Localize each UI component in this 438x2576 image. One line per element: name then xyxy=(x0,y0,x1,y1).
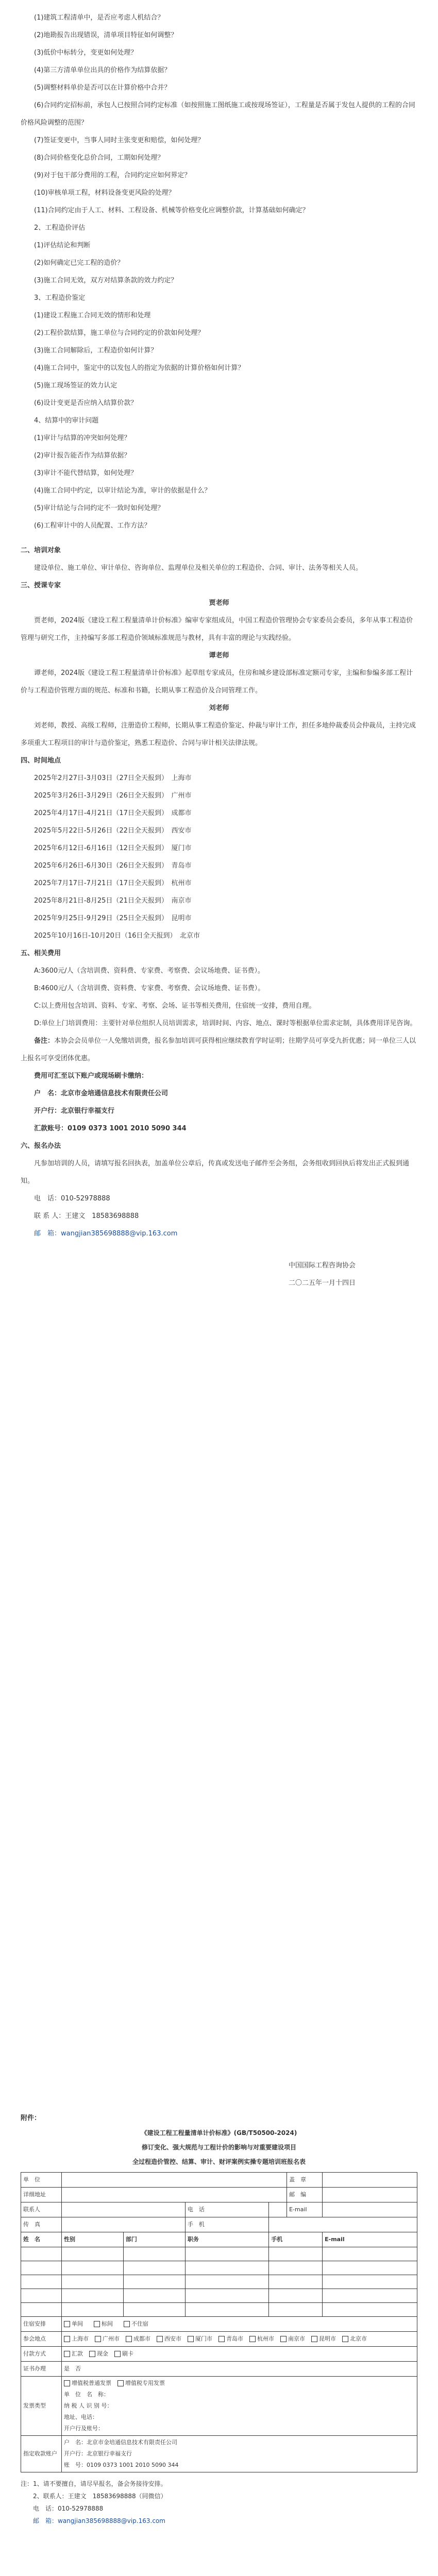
expert-bio: 贾老师，2024版《建设工程工程量清单计价标准》编审专家组成员，中国工程造价管理协会专家委员会委员，多年从事工程造价管理与研究工作，主持编写多部工程造价领域标准规范与教材，具有丰富的理论与实践经验。 xyxy=(21,617,413,642)
fee-item: B:4600元/人（含培训费、资料费、专家费、考察费、会议场地费、证书费）。 xyxy=(34,985,265,992)
question-item: (1)建筑工程清单中，是否应考虑人机结合？ xyxy=(34,14,164,22)
option-label: 北京市 xyxy=(350,2335,367,2342)
question-item: (1)评估结论和判断 xyxy=(34,242,91,249)
invoice-block xyxy=(62,2377,417,2436)
label-seal: 盖 章 xyxy=(287,2173,323,2188)
invoice-type-options xyxy=(64,2378,415,2389)
question-item: (4)第三方清单单位出具的价格作为结算依据？ xyxy=(34,66,171,74)
section-training-target-text: 建设单位、施工单位、审计单位、咨询单位、监理单位及相关单位的工程造价、合同、审计、法务等相关人员。 xyxy=(34,564,363,572)
question-item: 2、工程造价评估 xyxy=(34,224,86,232)
attendee-cell[interactable] xyxy=(323,2303,417,2317)
schedule-item: 2025年4月17日-4月21日（17日全天报到） 成都市 xyxy=(34,809,192,817)
section-signup-title: 六、报名办法 xyxy=(21,1142,61,1150)
bank-intro: 费用可汇至以下账户或现场刷卡缴纳： xyxy=(34,1072,148,1080)
schedule-item: 2025年6月26日-6月30日（26日全天报到） 青岛市 xyxy=(34,862,192,870)
attendee-cell[interactable] xyxy=(185,2247,268,2261)
label-email: E-mail xyxy=(287,2202,323,2217)
footnote-line: 2、联系人：王建文 18583698888（同微信） xyxy=(33,2493,167,2500)
question-item: (2)审计报告能否作为结算依据？ xyxy=(34,452,131,460)
label-contact: 联系人 xyxy=(21,2202,62,2217)
checkbox-pay-options[interactable] xyxy=(114,2351,121,2357)
contact-tel: 电 话：010-52978888 xyxy=(34,1195,110,1202)
checkbox-room-single[interactable] xyxy=(64,2321,70,2327)
question-item: (8)合同价格变化总价合同，工期如何处理？ xyxy=(34,154,164,162)
attendee-cell[interactable] xyxy=(21,2275,62,2289)
question-item: (5)审计结论与合同约定不一致时如何处理？ xyxy=(34,504,164,512)
expert-bio: 谭老师，2024版《建设工程工程量清单计价标准》起草组专家成员，住房和城乡建设部标准定额司专家，主编和参编多部工程计价与工程造价管理方面的规范、标准和书籍，长期从事工程造价及合同管理工作。 xyxy=(21,669,413,694)
attendee-cell[interactable] xyxy=(185,2275,268,2289)
input-addr[interactable] xyxy=(62,2188,287,2202)
schedule-item: 2025年7月17日-7月21日（17日全天报到） 杭州市 xyxy=(34,879,192,887)
checkbox-invoice-options[interactable] xyxy=(117,2380,124,2386)
bank-account-number: 汇款账号：0109 0373 1001 2010 5090 344 xyxy=(34,1125,187,1132)
label-cert: 证书办理 xyxy=(21,2362,62,2377)
issuer-org: 中国国际工程咨询协会 xyxy=(288,1262,356,1269)
attendee-cell[interactable] xyxy=(269,2261,323,2275)
expert-name: 刘老师 xyxy=(209,704,229,712)
checkbox-invoice-options[interactable] xyxy=(64,2380,70,2386)
attendee-cell[interactable] xyxy=(123,2247,185,2261)
checkbox-venues[interactable] xyxy=(157,2336,163,2342)
invoice-line: 纳 税 人 识 别 号： xyxy=(64,2402,113,2409)
notice-body xyxy=(21,9,417,1292)
venue-options xyxy=(62,2332,417,2347)
option-label: 厦门市 xyxy=(195,2335,212,2342)
contact-person: 联 系 人：王建文 18583698888 xyxy=(34,1212,139,1220)
checkbox-pay-options[interactable] xyxy=(89,2351,95,2357)
schedule-item: 2025年5月22日-5月26日（22日全天报到） 西安市 xyxy=(34,827,192,835)
account-line: 开户行：北京银行幸福支行 xyxy=(64,2450,132,2457)
attendee-cell[interactable] xyxy=(62,2289,124,2303)
checkbox-room-none[interactable] xyxy=(124,2321,130,2327)
question-item: 3、工程造价鉴定 xyxy=(34,294,86,302)
contact-email[interactable]: 邮 箱：wangjian385698888@vip.163.com xyxy=(34,1230,178,1238)
attendee-cell[interactable] xyxy=(62,2247,124,2261)
question-item: (1)建设工程施工合同无效的情形和处理 xyxy=(34,312,151,319)
option-label: 青岛市 xyxy=(226,2335,243,2342)
label-mobile: 手 机 xyxy=(185,2217,268,2232)
input-tel[interactable] xyxy=(269,2202,287,2217)
question-item: (6)工程审计中的人员配置、工作方法？ xyxy=(34,522,151,530)
label-tel: 电 话 xyxy=(185,2202,268,2217)
attendee-cell[interactable] xyxy=(21,2303,62,2317)
question-item: (11)合同约定由于人工、材料、工程设备、机械等价格变化应调整价款，计算基础如何确定？ xyxy=(34,207,309,214)
attendee-cell[interactable] xyxy=(185,2261,268,2275)
section-training-target-title: 二、培训对象 xyxy=(21,547,61,554)
footnote-line[interactable]: 邮 箱：wangjian385698888@vip.163.com xyxy=(33,2517,165,2524)
footnote-line: 电 话：010-52978888 xyxy=(33,2505,104,2512)
invoice-line: 单 位 名 称： xyxy=(64,2391,109,2398)
attendee-cell[interactable] xyxy=(21,2289,62,2303)
attendee-cell[interactable] xyxy=(123,2275,185,2289)
question-item: (5)施工现场签证的效力认定 xyxy=(34,382,117,389)
fee-note-text: 本协会会员单位一人免缴培训费，报名参加培训可获得相应继续教育学时证明；往期学员可享受九折优惠；同一单位三人以上报名可享受团体优惠。 xyxy=(21,1037,416,1062)
fee-note-label: 备注： xyxy=(34,1037,55,1045)
input-zip[interactable] xyxy=(323,2188,417,2202)
attendee-cell[interactable] xyxy=(323,2275,417,2289)
label-fax: 传 真 xyxy=(21,2217,62,2232)
option-label: 成都市 xyxy=(133,2335,150,2342)
schedule-item: 2025年9月25日-9月29日（25日全天报到） 昆明市 xyxy=(34,914,192,922)
question-item: (2)如何确定已完工程的造价？ xyxy=(34,259,124,267)
checkbox-venues[interactable] xyxy=(188,2336,194,2342)
attendee-cell[interactable] xyxy=(185,2289,268,2303)
label-addr: 详细地址 xyxy=(21,2188,62,2202)
question-item: (3)施工合同无效，双方对结算条款的效力约定？ xyxy=(34,277,178,284)
option-label: 杭州市 xyxy=(257,2335,274,2342)
question-item: (3)低价中标转分，变更如何处理？ xyxy=(34,49,138,57)
label-invoice: 发票类型 xyxy=(21,2377,62,2436)
col-dept: 部门 xyxy=(123,2232,185,2247)
registration-form-table xyxy=(21,2172,417,2472)
input-email[interactable] xyxy=(323,2202,417,2217)
checkbox-room-double[interactable] xyxy=(94,2321,100,2327)
issue-date: 二〇二五年一月十四日 xyxy=(288,1279,356,1287)
cert-options[interactable]: 是 否 xyxy=(62,2362,417,2377)
label-venue: 参会地点 xyxy=(21,2332,62,2347)
label-zip: 邮 编 xyxy=(287,2188,323,2202)
question-item: (6)设计变更是否应纳入结算价款？ xyxy=(34,399,138,407)
option-label: 广州市 xyxy=(103,2335,120,2342)
attendee-cell[interactable] xyxy=(123,2289,185,2303)
schedule-item: 2025年8月21日-8月25日（21日全天报到） 南京市 xyxy=(34,897,192,905)
input-contact[interactable] xyxy=(62,2202,186,2217)
course-questions-list xyxy=(21,9,417,535)
bank-branch: 开户行：北京银行幸福支行 xyxy=(34,1107,115,1115)
section-fees-title: 五、相关费用 xyxy=(21,950,61,957)
room-none-label: 不住宿 xyxy=(131,2320,148,2327)
option-label: 西安市 xyxy=(164,2335,181,2342)
question-item: (5)调整材料单价是否可以在计算价格中合并？ xyxy=(34,84,171,92)
fee-item: A:3600元/人（含培训费、资料费、专家费、考察费、会议场地费、证书费）。 xyxy=(34,967,265,975)
option-label: 现金 xyxy=(97,2350,108,2357)
checkbox-venues[interactable] xyxy=(126,2336,132,2342)
fee-item: C:以上费用包含培训、资料、专家、考察、会场、证书等相关费用，住宿统一安排，费用自理。 xyxy=(34,1002,316,1010)
checkbox-venues[interactable] xyxy=(280,2336,287,2342)
option-label: 增值税普通发票 xyxy=(72,2380,111,2386)
attendee-cell[interactable] xyxy=(21,2261,62,2275)
invoice-line: 地址、电话： xyxy=(64,2414,98,2420)
question-item: 4、结算中的审计问题 xyxy=(34,417,99,425)
section-schedule-title: 四、时间地点 xyxy=(21,757,61,765)
option-label: 增值税专用发票 xyxy=(125,2380,165,2386)
schedule-item: 2025年6月12日-6月16日（12日全天报到） 厦门市 xyxy=(34,844,192,852)
account-line: 户 名：北京市金培通信息技术有限责任公司 xyxy=(64,2439,177,2446)
option-label: 南京市 xyxy=(288,2335,305,2342)
signup-text: 凡参加培训的人员，请填写报名回执表，加盖单位公章后，传真或发送电子邮件至会务组，会务组收到回执后将发出正式报到通知。 xyxy=(21,1160,410,1185)
option-label: 昆明市 xyxy=(319,2335,336,2342)
attendee-cell[interactable] xyxy=(62,2261,124,2275)
expert-name: 贾老师 xyxy=(209,599,229,607)
attendee-cell[interactable] xyxy=(269,2303,323,2317)
attendee-cell[interactable] xyxy=(62,2275,124,2289)
question-item: (7)签证变更中，当事人同时主张变更和赔偿，如何处理？ xyxy=(34,137,205,144)
footnote-line: 注：1、请不要擅自，请尽早报名，备会务接待安排。 xyxy=(21,2480,167,2487)
option-label: 刷卡 xyxy=(122,2350,133,2357)
attendee-cell[interactable] xyxy=(323,2247,417,2261)
col-mail: E-mail xyxy=(323,2232,417,2247)
expert-name: 谭老师 xyxy=(209,652,229,659)
question-item: (4)施工合同中约定，以审计结论为准，审计的依据是什么？ xyxy=(34,487,211,495)
account-line: 账 号：0109 0373 1001 2010 5090 344 xyxy=(64,2462,179,2468)
fee-note xyxy=(21,1032,417,1067)
attendee-cell[interactable] xyxy=(323,2289,417,2303)
col-title: 职务 xyxy=(185,2232,268,2247)
question-item: (3)施工合同解除后，工程造价如何计算？ xyxy=(34,347,158,354)
input-seal[interactable] xyxy=(323,2173,417,2188)
checkbox-venues[interactable] xyxy=(311,2336,317,2342)
question-item: (3)审计不能代替结算，如何处理？ xyxy=(34,469,138,477)
attendee-cell[interactable] xyxy=(269,2247,323,2261)
label-pay: 付款方式 xyxy=(21,2347,62,2362)
checkbox-pay-options[interactable] xyxy=(64,2351,70,2357)
option-label: 汇款 xyxy=(72,2350,83,2357)
checkbox-venues[interactable] xyxy=(64,2336,70,2342)
section-experts-title: 三、授课专家 xyxy=(21,582,61,589)
fee-item: D:单位上门培训费用：主要针对单位组织人员培训需求，培训时间、内容、地点、课时等根据单位需求定制，具体费用详见咨询。 xyxy=(34,1020,417,1027)
label-account: 指定收款账户 xyxy=(21,2436,62,2472)
invoice-line: 开户行及账号： xyxy=(64,2425,104,2432)
bank-account-name: 户 名：北京市金培通信息技术有限责任公司 xyxy=(34,1090,169,1097)
appendix-label: 附件： xyxy=(21,2114,41,2122)
schedule-item: 2025年2月27日-3月03日（27日全天报到） 上海市 xyxy=(34,774,192,782)
schedule-item: 2025年10月16日-10月20日（16日全天报到） 北京市 xyxy=(34,932,200,940)
question-item: (10)审核单项工程，材料设备变更风险的处理？ xyxy=(34,189,175,197)
appendix-title-3: 全过程造价管控、结算、审计、财评案例实操专题培训班报名表 xyxy=(132,2158,306,2165)
attendee-cell[interactable] xyxy=(123,2303,185,2317)
appendix xyxy=(21,2112,417,2527)
label-room: 住宿安排 xyxy=(21,2317,62,2332)
input-org[interactable] xyxy=(62,2173,287,2188)
expert-bio: 刘老师，教授、高级工程师，注册造价工程师，长期从事工程造价鉴定、仲裁与审计工作，担任多地仲裁委员会仲裁员，主持完成多项重大工程项目的审计与造价鉴定，熟悉工程造价、合同与审计相关法律法规。 xyxy=(21,722,416,747)
appendix-title-2: 修订变化、强大规范与工程计价的影响与对重要建设项目 xyxy=(141,2144,296,2151)
attendee-cell[interactable] xyxy=(185,2303,268,2317)
checkbox-venues[interactable] xyxy=(249,2336,256,2342)
checkbox-venues[interactable] xyxy=(95,2336,101,2342)
attendee-cell[interactable] xyxy=(269,2275,323,2289)
question-item: (4)施工合同中，鉴定中的以发包人的指定为依据的计算价格如何计算？ xyxy=(34,364,245,372)
appendix-footnote xyxy=(21,2478,417,2527)
attendee-cell[interactable] xyxy=(123,2261,185,2275)
checkbox-venues[interactable] xyxy=(218,2336,225,2342)
question-item: (2)地勘报告出现错误，清单项目特征如何调整？ xyxy=(34,31,178,39)
attendee-cell[interactable] xyxy=(269,2289,323,2303)
input-fax[interactable] xyxy=(62,2217,186,2232)
room-options xyxy=(62,2317,417,2332)
question-item: (6)合同约定招标前，承包人已按照合同约定标准（如按照施工图纸施工或按现场签证），工程量是否属于发包人提供的工程的合同价格风险调整的范围？ xyxy=(21,101,415,127)
pay-options xyxy=(62,2347,417,2362)
question-item: (9)对于包干部分费用的工程，合同约定应如何界定？ xyxy=(34,172,191,179)
account-block xyxy=(62,2436,417,2472)
input-mobile[interactable] xyxy=(269,2217,417,2232)
room-double-label: 标间 xyxy=(101,2320,113,2327)
question-item: (1)审计与结算的冲突如何处理？ xyxy=(34,434,131,442)
appendix-title-1: 《建设工程工程量清单计价标准》(GB/T50500-2024) xyxy=(141,2129,297,2137)
attendee-cell[interactable] xyxy=(21,2247,62,2261)
option-label: 上海市 xyxy=(72,2335,89,2342)
checkbox-venues[interactable] xyxy=(342,2336,348,2342)
col-name: 姓 名 xyxy=(21,2232,62,2247)
question-item: (2)工程价款结算，施工单位与合同约定的价款如何处理？ xyxy=(34,329,205,337)
attendee-cell[interactable] xyxy=(62,2303,124,2317)
experts-list xyxy=(21,595,417,752)
room-single-label: 单间 xyxy=(72,2320,83,2327)
attendee-cell[interactable] xyxy=(323,2261,417,2275)
schedule-list xyxy=(21,770,417,945)
col-phone: 手机 xyxy=(269,2232,323,2247)
label-org: 单 位 xyxy=(21,2173,62,2188)
schedule-item: 2025年3月26日-3月29日（26日全天报到） 广州市 xyxy=(34,792,192,800)
col-gender: 性别 xyxy=(62,2232,124,2247)
